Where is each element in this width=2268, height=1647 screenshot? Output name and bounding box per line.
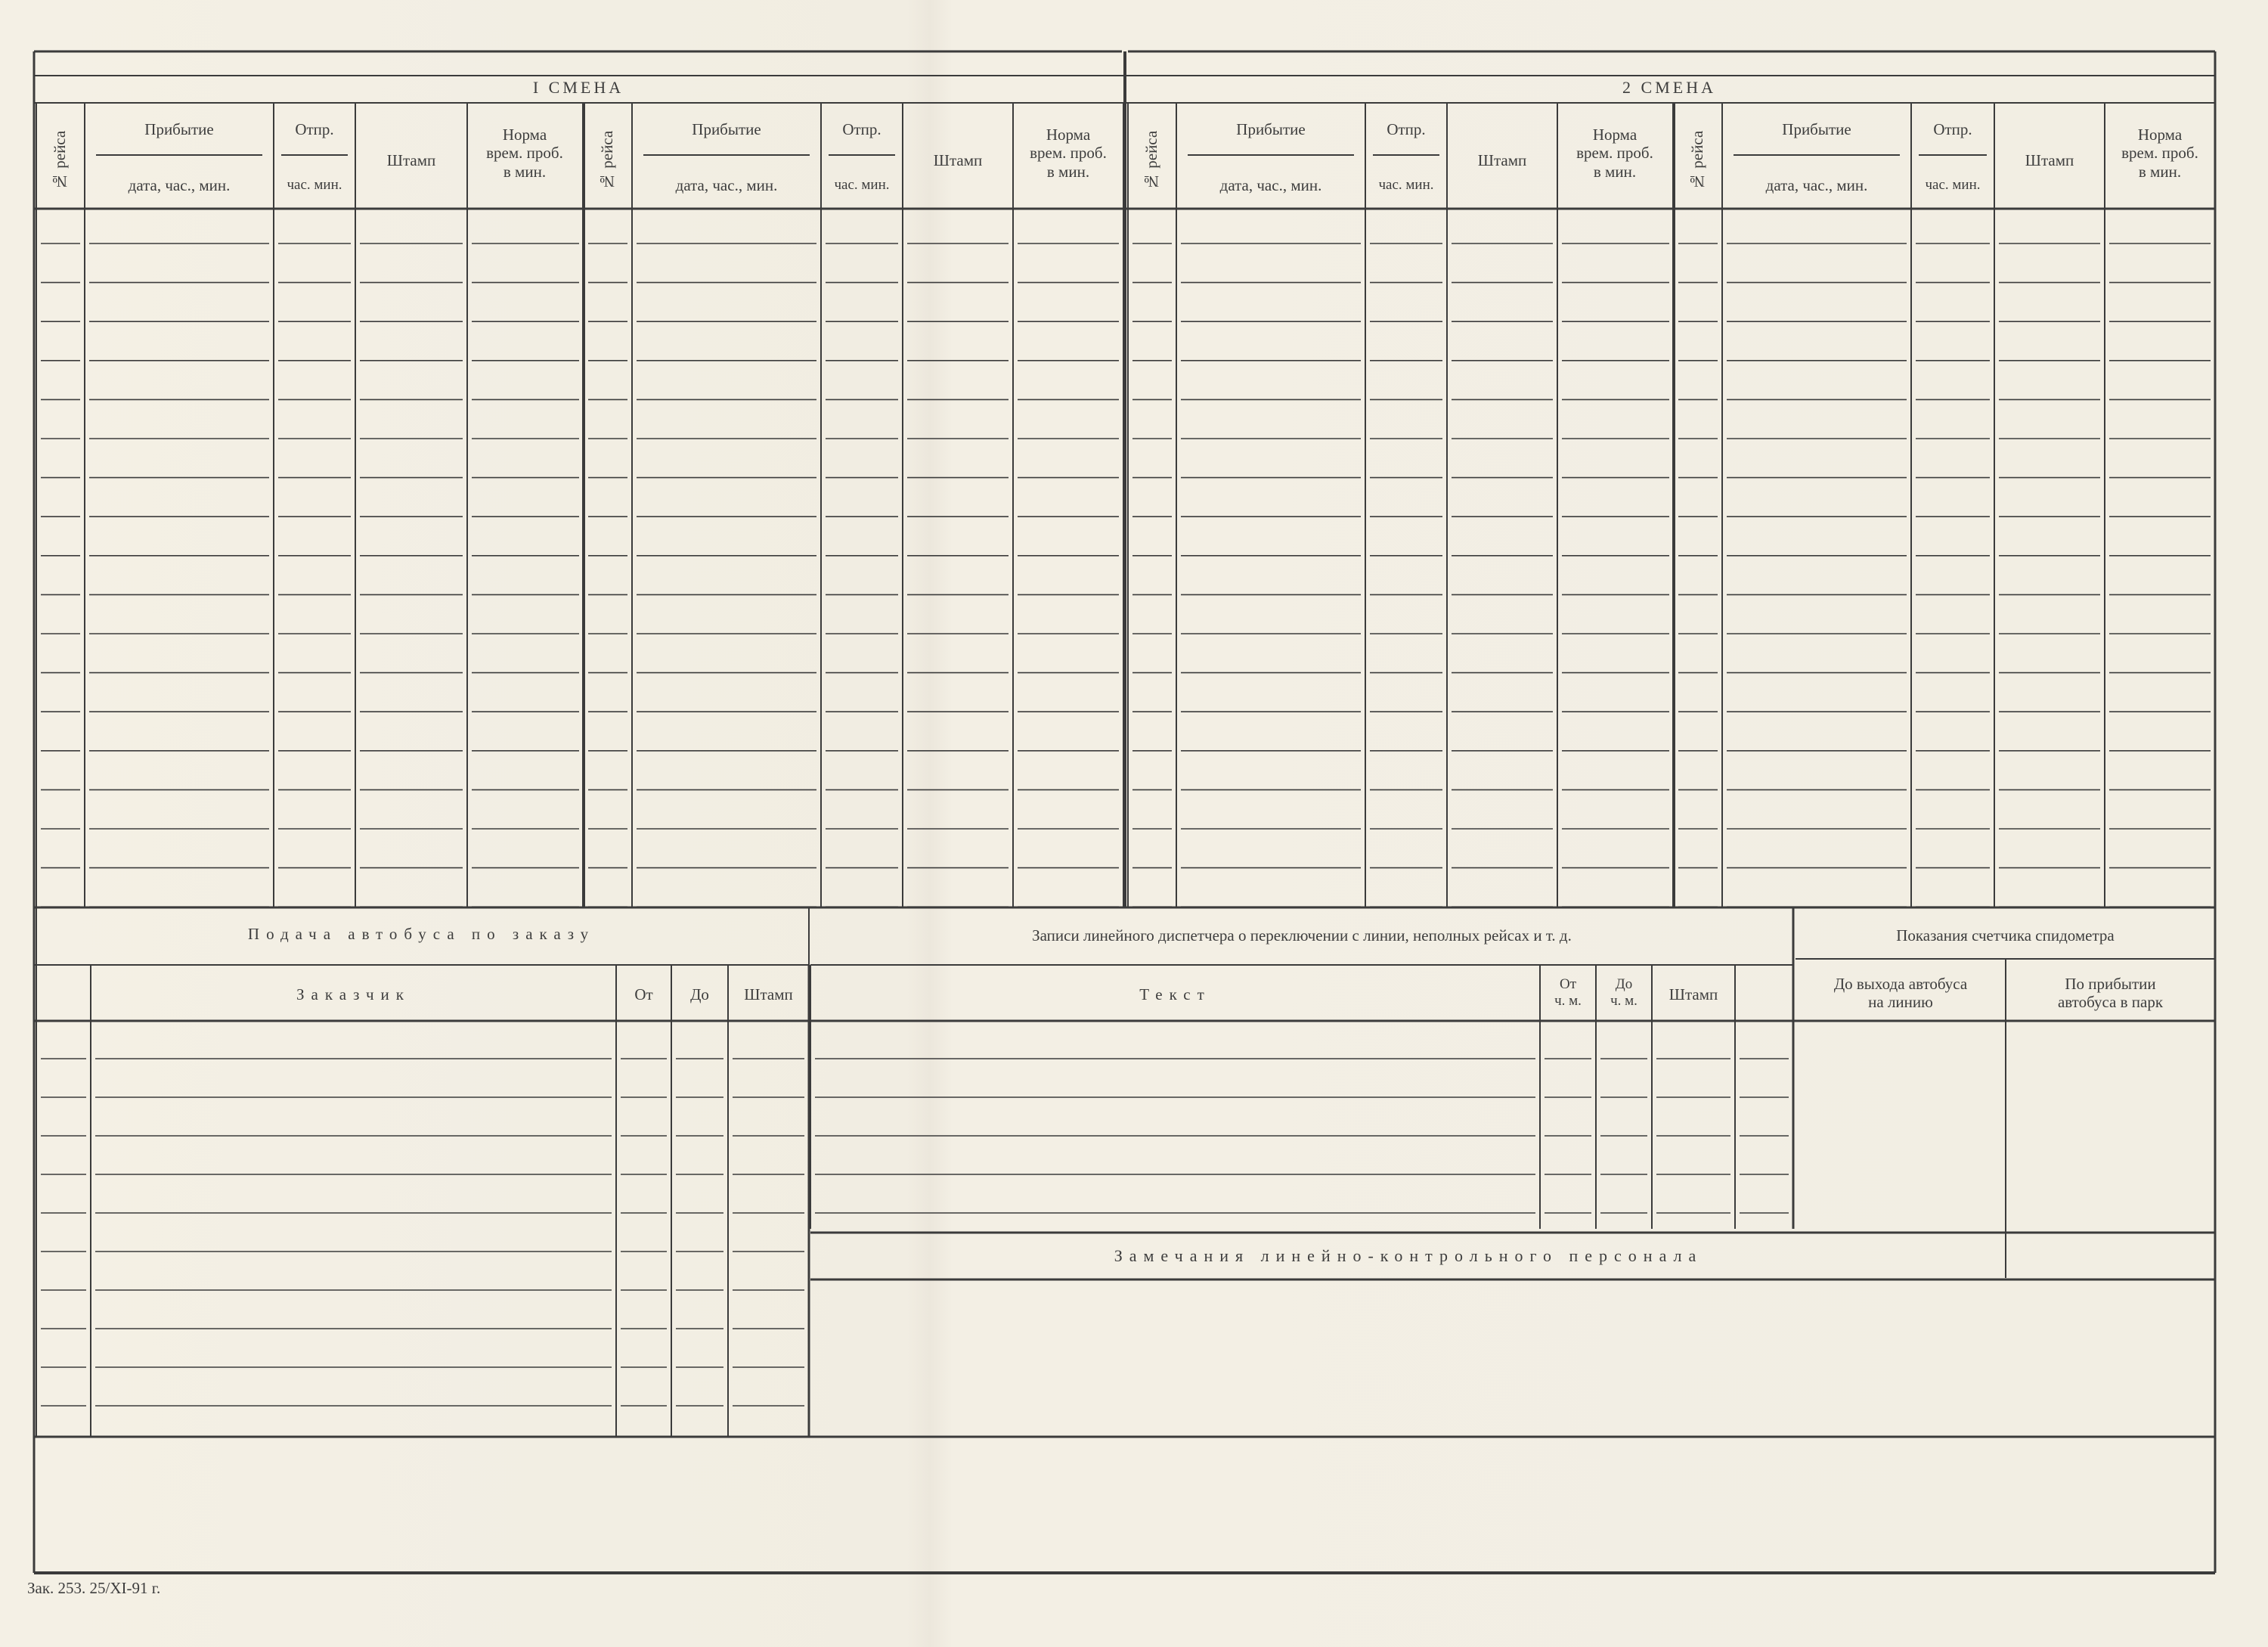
shift1-norm-header: Норма врем. проб. в мин. [486,126,563,181]
shift2b-dep-sub: час. мин. [1925,177,1981,194]
shift1-title: I СМЕНА [532,78,624,98]
dispatcher-title: Записи линейного диспетчера о переключении с линии, неполных рейсах и т. д. [1032,926,1572,944]
dispatcher-to-header: До ч. м. [1610,976,1637,1009]
shift2b-trip-no-header: № рейса [1687,130,1706,191]
shift2b-arrival-sub: дата, час., мин. [1765,175,1868,194]
shift2-norm-header: Норма врем. проб. в мин. [1576,126,1653,181]
shift1-dep-header: Отпр. [295,119,334,138]
remarks-title: Замечания линейно-контрольного персонала [1114,1246,1703,1266]
dispatcher-text-header: Текст [1139,985,1211,1003]
shift1b-stamp-header: Штамп [933,151,983,170]
print-order-info: Зак. 253. 25/XI-91 г. [27,1579,161,1597]
shift1b-trip-no-header: № рейса [597,130,616,191]
order-stamp-header: Штамп [744,985,793,1003]
shift2-stamp-header: Штамп [1477,151,1527,170]
shift1-arrival-header: Прибытие [144,119,214,138]
shift2-dep-sub: час. мин. [1378,177,1434,194]
shift1b-arrival-header: Прибытие [692,119,761,138]
shift1b-dep-sub: час. мин. [834,177,890,194]
shift1b-dep-header: Отпр. [842,119,881,138]
speedometer-after-header: По прибытии автобуса в парк [2057,974,2164,1011]
shift2-dep-header: Отпр. [1387,119,1426,138]
order-to-header: До [690,985,709,1003]
shift2-title: 2 СМЕНА [1622,78,1716,98]
order-title: Подача автобуса по заказу [247,924,596,943]
shift2b-arrival-header: Прибытие [1782,119,1851,138]
speedometer-title: Показания счетчика спидометра [1896,926,2115,944]
shift1-stamp-header: Штамп [386,151,436,170]
shift1-dep-sub: час. мин. [287,177,342,194]
shift2b-stamp-header: Штамп [2025,151,2074,170]
shift2-arrival-sub: дата, час., мин. [1219,175,1322,194]
shift2-trip-no-header: № рейса [1142,130,1160,191]
shift2b-dep-header: Отпр. [1933,119,1972,138]
dispatcher-stamp-header: Штамп [1668,985,1718,1003]
order-from-header: От [634,985,653,1003]
dispatcher-from-header: От ч. м. [1554,976,1582,1009]
shift1b-norm-header: Норма врем. проб. в мин. [1030,126,1107,181]
shift2b-norm-header: Норма врем. проб. в мин. [2121,126,2198,181]
order-customer-header: Заказчик [296,985,411,1003]
speedometer-before-header: До выхода автобуса на линию [1833,974,1968,1011]
shift1-arrival-sub: дата, час., мин. [128,175,231,194]
shift1b-arrival-sub: дата, час., мин. [675,175,778,194]
shift1-trip-no-header: № рейса [50,130,69,191]
shift2-arrival-header: Прибытие [1236,119,1306,138]
